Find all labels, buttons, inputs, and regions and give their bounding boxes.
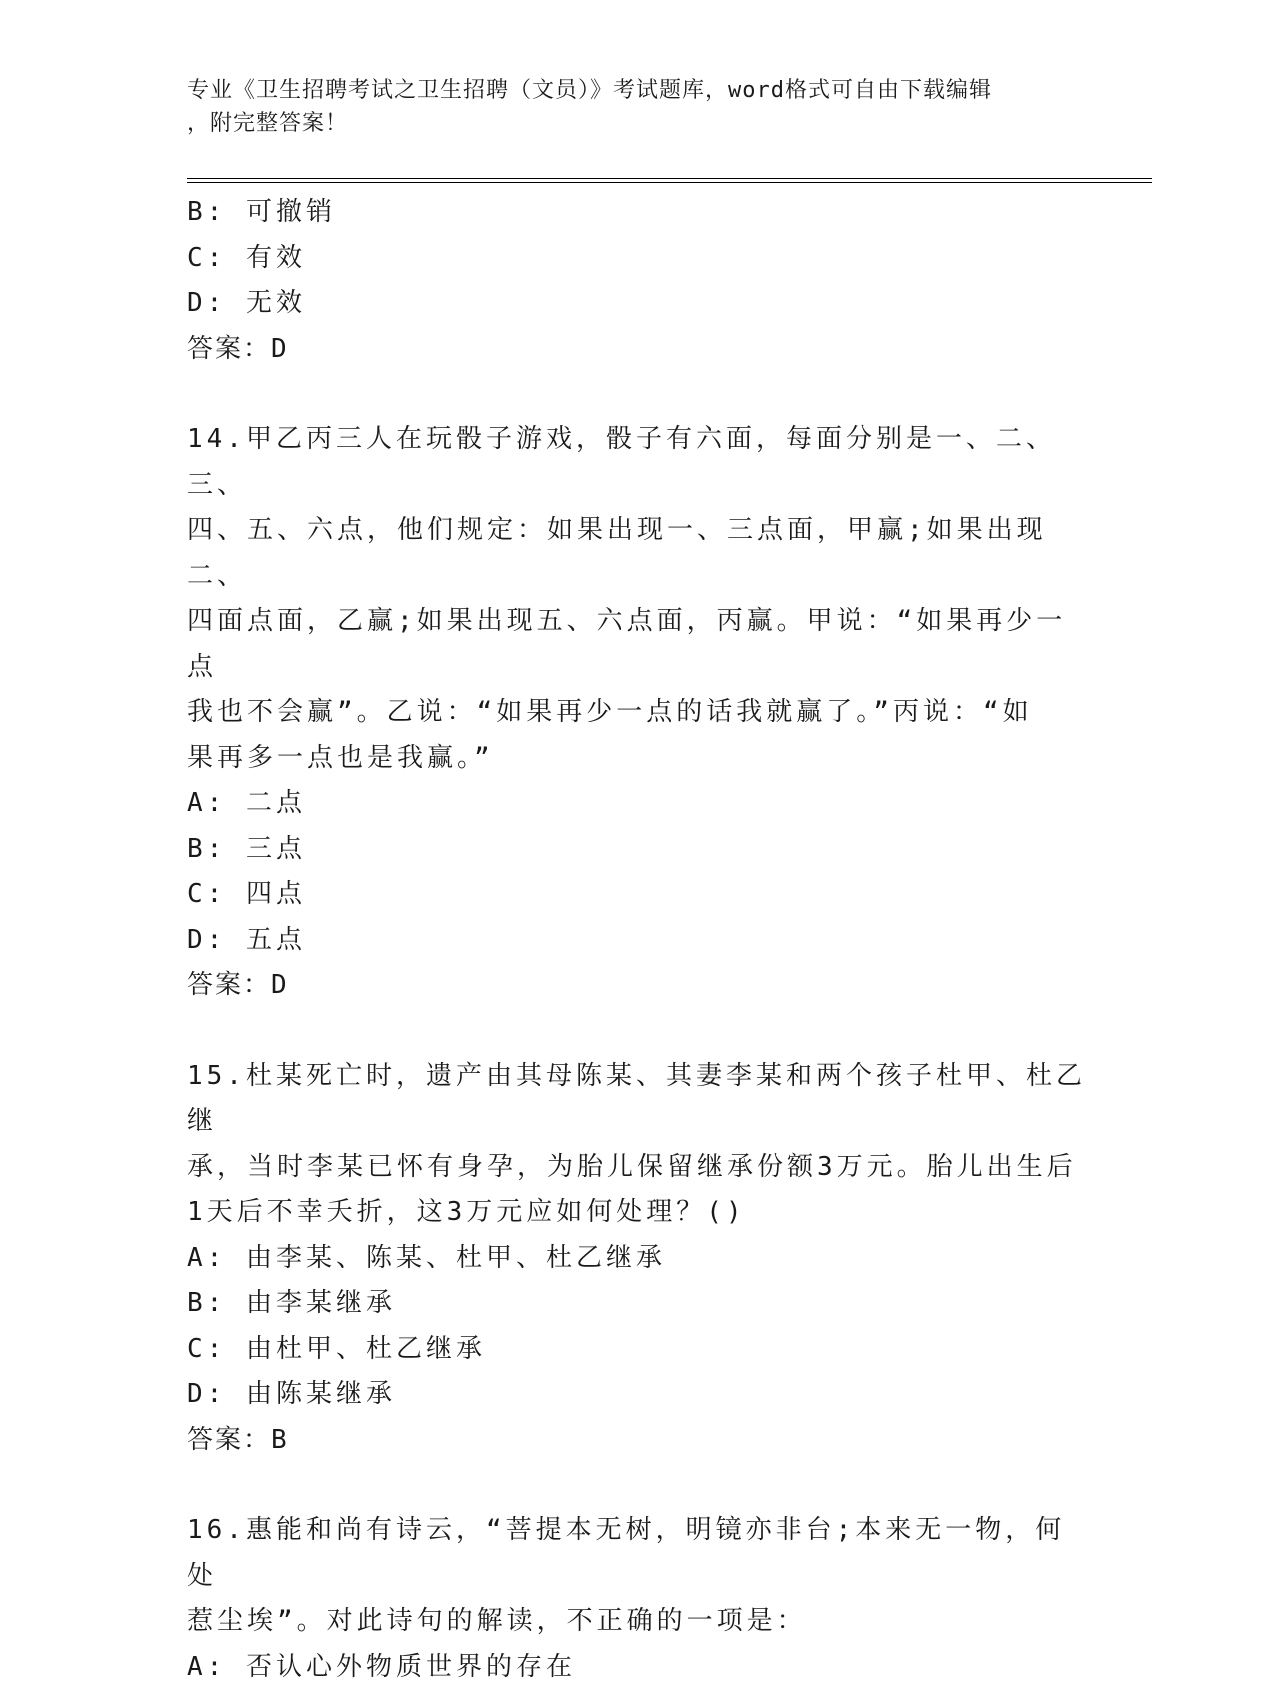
header-line-2: ，附完整答案！ (187, 107, 1087, 140)
option-c: C: 由杜甲、杜乙继承 (187, 1327, 1087, 1373)
question-stem-line: 14.甲乙丙三人在玩骰子游戏，骰子有六面，每面分别是一、二、三、 (187, 417, 1087, 508)
header-rule-top (187, 178, 1152, 179)
answer: 答案：B (187, 1418, 1087, 1464)
header-line-1: 专业《卫生招聘考试之卫生招聘（文员）》考试题库，word格式可自由下载编辑 (187, 74, 1087, 107)
question-16 (187, 1508, 1087, 1690)
question-stem-line: 惹尘埃”。对此诗句的解读，不正确的一项是： (187, 1599, 1087, 1645)
question-stem-line: 承，当时李某已怀有身孕，为胎儿保留继承份额3万元。胎儿出生后 (187, 1145, 1087, 1191)
option-d: D: 五点 (187, 918, 1087, 964)
document-header (187, 74, 1087, 140)
question-stem-line: 1天后不幸夭折，这3万元应如何处理？() (187, 1190, 1087, 1236)
option-a: A: 二点 (187, 781, 1087, 827)
question-stem-line: 四、五、六点，他们规定：如果出现一、三点面，甲赢;如果出现二、 (187, 508, 1087, 599)
question-stem-line: 我也不会赢”。乙说：“如果再少一点的话我就赢了。”丙说：“如 (187, 690, 1087, 736)
question-13-continued (187, 190, 1087, 372)
question-stem-line: 15.杜某死亡时，遗产由其母陈某、其妻李某和两个孩子杜甲、杜乙继 (187, 1054, 1087, 1145)
option-b: B: 三点 (187, 827, 1087, 873)
question-stem-line: 果再多一点也是我赢。” (187, 736, 1087, 782)
question-stem-line: 四面点面，乙赢;如果出现五、六点面，丙赢。甲说：“如果再少一点 (187, 599, 1087, 690)
option-b: B: 可撤销 (187, 190, 1087, 236)
question-14 (187, 417, 1087, 1009)
question-content (187, 190, 1087, 1690)
option-d: D: 无效 (187, 281, 1087, 327)
question-15 (187, 1054, 1087, 1464)
option-c: C: 四点 (187, 872, 1087, 918)
option-a: A: 由李某、陈某、杜甲、杜乙继承 (187, 1236, 1087, 1282)
question-stem-line: 16.惠能和尚有诗云，“菩提本无树，明镜亦非台;本来无一物，何处 (187, 1508, 1087, 1599)
option-c: C: 有效 (187, 236, 1087, 282)
option-a: A: 否认心外物质世界的存在 (187, 1645, 1087, 1690)
option-d: D: 由陈某继承 (187, 1372, 1087, 1418)
answer: 答案：D (187, 963, 1087, 1009)
option-b: B: 由李某继承 (187, 1281, 1087, 1327)
answer: 答案：D (187, 327, 1087, 373)
header-rule-bottom (187, 182, 1152, 183)
